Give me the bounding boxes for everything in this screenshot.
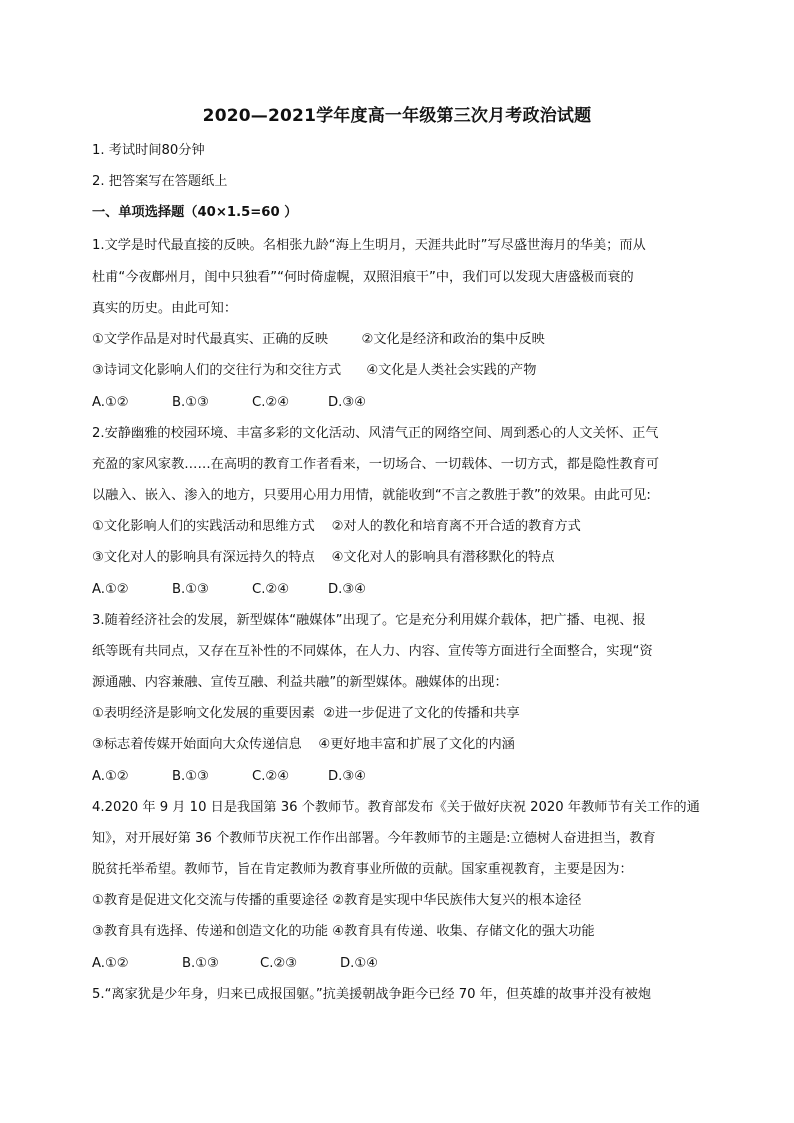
option-b: B.①③ [172, 769, 209, 784]
section-heading: 一、单项选择题（40×1.5=60 ） [92, 205, 298, 220]
option-b: B.①③ [182, 956, 219, 971]
exam-title: 2020—2021学年度高一年级第三次月考政治试题 [202, 106, 592, 126]
instruction-line: 1. 考试时间80分钟 [92, 143, 205, 158]
question-4-stem-line: 脱贫托举希望。教师节，旨在肯定教师为教育事业所做的贡献。国家重视教育，主要是因为： [92, 862, 633, 877]
question-2-statement: ③文化对人的影响具有深远持久的特点 ④文化对人的影响具有潜移默化的特点 [92, 550, 555, 565]
option-b: B.①③ [172, 395, 209, 410]
question-2-stem-line: 以融入、嵌入、渗入的地方，只要用心用力用情，就能收到“不言之教胜于教”的效果。由此可见: [92, 488, 651, 503]
question-1-statement: ③诗词文化影响人们的交往行为和交往方式 ④文化是人类社会实践的产物 [92, 363, 537, 378]
option-d: D.③④ [328, 769, 366, 784]
option-d: D.①④ [340, 956, 378, 971]
option-a: A.①② [92, 395, 129, 410]
option-d: D.③④ [328, 582, 366, 597]
option-a: A.①② [92, 956, 129, 971]
question-5-stem-line: 5.“离家犹是少年身，归来已成报国躯。”抗美援朝战争距今已经 70 年，但英雄的故事并没有被炮 [92, 987, 652, 1002]
option-c: C.②④ [252, 769, 290, 784]
option-c: C.②④ [252, 582, 290, 597]
question-3-statement: ①表明经济是影响文化发展的重要因素 ②进一步促进了文化的传播和共享 [92, 706, 520, 721]
option-c: C.②③ [260, 956, 298, 971]
question-1-statement: ①文学作品是对时代最真实、正确的反映 ②文化是经济和政治的集中反映 [92, 332, 545, 347]
option-c: C.②④ [252, 395, 290, 410]
option-a: A.①② [92, 582, 129, 597]
question-3-stem-line: 纸等既有共同点，又存在互补性的不同媒体，在人力、内容、宣传等方面进行全面整合，实现“资 [92, 644, 653, 659]
question-3-stem-line: 3.随着经济社会的发展，新型媒体“融媒体”出现了。它是充分利用媒介载体，把广播、电视、报 [92, 613, 646, 628]
question-1-stem-line: 1.文学是时代最直接的反映。名相张九龄“海上生明月，天涯共此时”写尽盛世海月的华美；而从 [92, 238, 646, 253]
question-3-statement: ③标志着传媒开始面向大众传递信息 ④更好地丰富和扩展了文化的内涵 [92, 737, 515, 752]
question-4-statement: ①教育是促进文化交流与传播的重要途径 ②教育是实现中华民族伟大复兴的根本途径 [92, 893, 582, 908]
question-3-stem-line: 源通融、内容兼融、宣传互融、利益共融”的新型媒体。融媒体的出现： [92, 675, 508, 690]
question-2-stem-line: 2.安静幽雅的校园环境、丰富多彩的文化活动、风清气正的网络空间、周到悉心的人文关怀、正气 [92, 426, 659, 441]
instruction-line: 2. 把答案写在答题纸上 [92, 174, 228, 189]
question-2-statement: ①文化影响人们的实践活动和思维方式 ②对人的教化和培育离不开合适的教育方式 [92, 519, 581, 534]
question-4-statement: ③教育具有选择、传递和创造文化的功能 ④教育具有传递、收集、存储文化的强大功能 [92, 924, 595, 939]
question-4-stem-line: 知》，对开展好第 36 个教师节庆祝工作作出部署。今年教师节的主题是:立德树人奋进担当，教育 [92, 831, 656, 846]
option-d: D.③④ [328, 395, 366, 410]
question-1-stem-line: 杜甫“今夜鄜州月，闺中只独看”“何时倚虚幌，双照泪痕干”中，我们可以发现大唐盛极而衰的 [92, 270, 634, 285]
option-b: B.①③ [172, 582, 209, 597]
question-1-stem-line: 真实的历史。由此可知： [92, 301, 238, 316]
question-2-stem-line: 充盈的家风家教……在高明的教育工作者看来，一切场合、一切载体、一切方式，都是隐性教育可 [92, 457, 660, 472]
option-a: A.①② [92, 769, 129, 784]
question-4-stem-line: 4.2020 年 9 月 10 日是我国第 36 个教师节。教育部发布《关于做好庆祝 2020 年教师节有关工作的通 [92, 800, 700, 815]
